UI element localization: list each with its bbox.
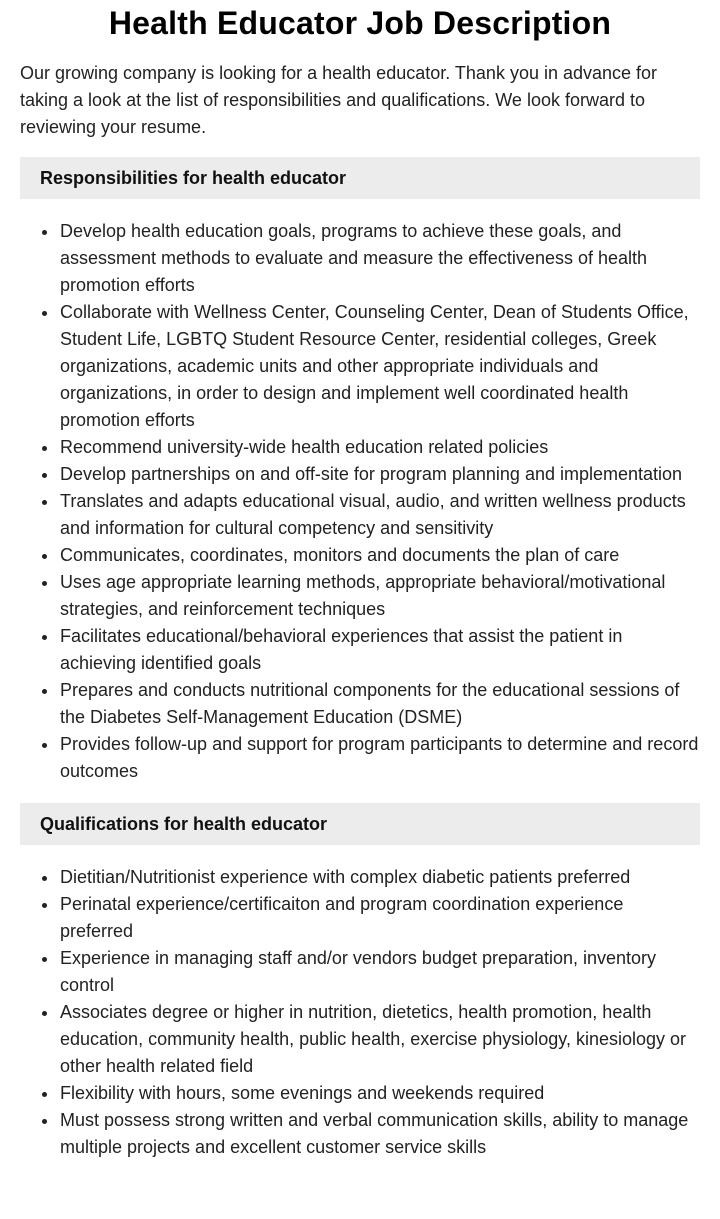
- list-item: Must possess strong written and verbal communication skills, ability to manage multiple projects and excellent customer service skills: [60, 1107, 700, 1161]
- page-title: Health Educator Job Description: [108, 5, 612, 41]
- list-item: Communicates, coordinates, monitors and documents the plan of care: [60, 542, 700, 569]
- qualifications-list: [20, 864, 700, 1161]
- intro-paragraph: Our growing company is looking for a health educator. Thank you in advance for taking a look at the list of responsibilities and qualifications. We look forward to reviewing your resume.: [20, 63, 658, 137]
- list-item: Facilitates educational/behavioral experiences that assist the patient in achieving identified goals: [60, 623, 700, 677]
- list-item: Uses age appropriate learning methods, appropriate behavioral/motivational strategies, and reinforcement techniques: [60, 569, 700, 623]
- responsibilities-heading: Responsibilities for health educator: [20, 157, 700, 199]
- list-item: Dietitian/Nutritionist experience with complex diabetic patients preferred: [60, 864, 700, 891]
- list-item: Prepares and conducts nutritional components for the educational sessions of the Diabetes Self-Management Education (DSME): [60, 677, 700, 731]
- list-item: Develop health education goals, programs to achieve these goals, and assessment methods to evaluate and measure the effectiveness of health promotion efforts: [60, 218, 700, 299]
- list-item: Experience in managing staff and/or vendors budget preparation, inventory control: [60, 945, 700, 999]
- list-item: Collaborate with Wellness Center, Counseling Center, Dean of Students Office, Student Life, LGBTQ Student Resource Center, residential colleges, Greek organizations, academic units and other appropriate individuals and organizations, in order to design and implement well coordinated health promotion efforts: [60, 299, 700, 434]
- list-item: Translates and adapts educational visual, audio, and written wellness products and information for cultural competency and sensitivity: [60, 488, 700, 542]
- list-item: Flexibility with hours, some evenings and weekends required: [60, 1080, 700, 1107]
- list-item: Develop partnerships on and off-site for program planning and implementation: [60, 461, 700, 488]
- list-item: Provides follow-up and support for program participants to determine and record outcomes: [60, 731, 700, 785]
- responsibilities-list: [20, 218, 700, 785]
- list-item: Perinatal experience/certificaiton and program coordination experience preferred: [60, 891, 700, 945]
- list-item: Recommend university-wide health education related policies: [60, 434, 700, 461]
- qualifications-heading: Qualifications for health educator: [20, 803, 700, 845]
- list-item: Associates degree or higher in nutrition, dietetics, health promotion, health education, community health, public health, exercise physiology, kinesiology or other health related field: [60, 999, 700, 1080]
